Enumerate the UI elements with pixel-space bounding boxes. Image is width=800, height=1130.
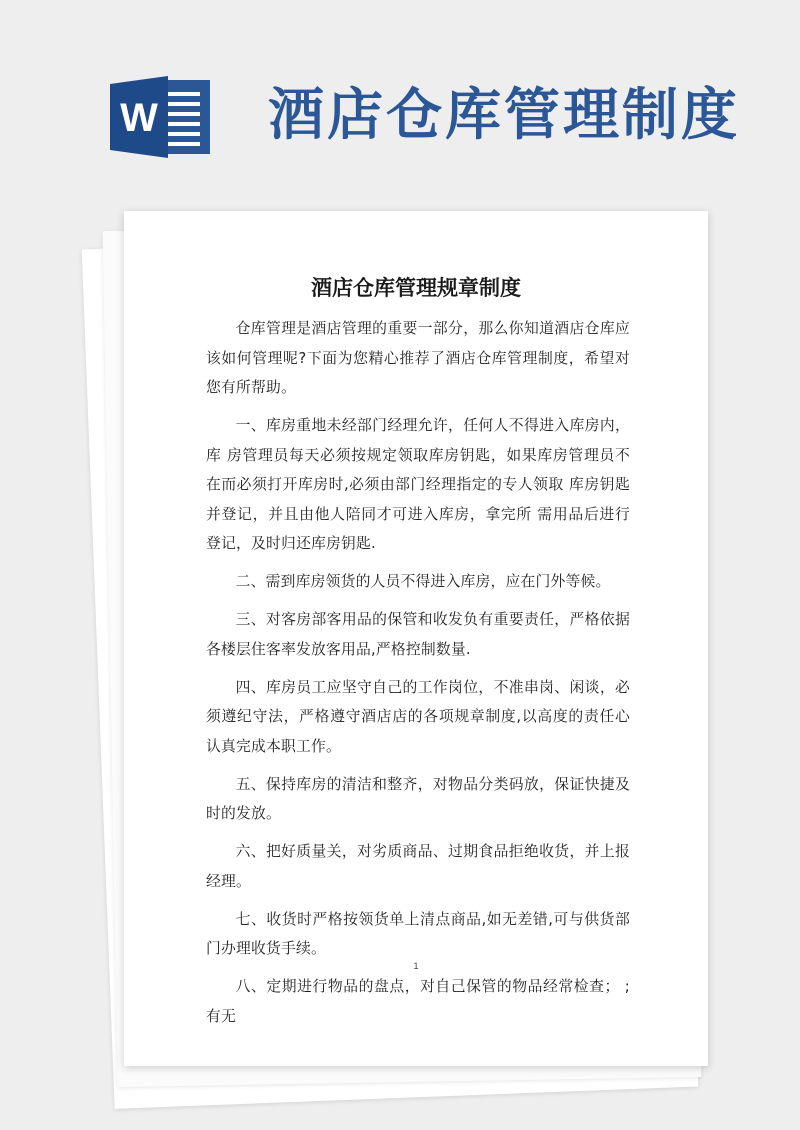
banner-title: 酒店仓库管理制度 bbox=[268, 82, 740, 148]
document-title: 酒店仓库管理规章制度 bbox=[311, 276, 521, 300]
paragraph-rule-5: 五、保持库房的清洁和整齐，对物品分类码放，保证快捷及时的发放。 bbox=[206, 775, 630, 822]
paragraph-rule-8: 八、定期进行物品的盘点，对自己保管的物品经常检查； ;有无 bbox=[206, 978, 630, 1025]
paragraph-rule-2: 二、需到库房领货的人员不得进入库房，应在门外等候。 bbox=[235, 573, 611, 590]
paragraph-intro: 仓库管理是酒店管理的重要一部分，那么你知道酒店仓库应该如何管理呢?下面为您精心推荐了酒店仓库管理制度，希望对您有所帮助。 bbox=[206, 320, 630, 396]
paragraph-rule-6: 六、把好质量关，对劣质商品、过期食品拒绝收货，并上报经理。 bbox=[206, 843, 630, 890]
banner bbox=[0, 0, 800, 200]
document-page bbox=[124, 211, 708, 1066]
word-icon-letter: W bbox=[120, 96, 158, 140]
page-number: 1 bbox=[413, 961, 419, 971]
paragraph-rule-3: 三、对客房部客用品的保管和收发负有重要责任，严格依据各楼层住客率发放客用品,严格控制数量. bbox=[206, 611, 630, 658]
document-body bbox=[206, 314, 630, 1040]
paragraph-rule-1: 一、库房重地未经部门经理允许，任何人不得进入库房内，库 房管理员每天必须按规定领取库房钥匙，如果库房管理员不在而必须打开库房时,必须由部门经理指定的专人领取 库房钥匙并登记，并且由他人陪同才可进入库房，拿完所 需用品后进行登记，及时归还库房钥匙. bbox=[206, 417, 630, 552]
paragraph-rule-4: 四、库房员工应坚守自己的工作岗位，不准串岗、闲谈，必须遵纪守法，严格遵守酒店店的各项规章制度,以高度的责任心认真完成本职工作。 bbox=[206, 678, 630, 755]
paragraph-rule-7: 七、收货时严格按领货单上清点商品,如无差错,可与供货部门办理收货手续。 bbox=[206, 910, 630, 957]
word-document-icon bbox=[110, 76, 212, 158]
